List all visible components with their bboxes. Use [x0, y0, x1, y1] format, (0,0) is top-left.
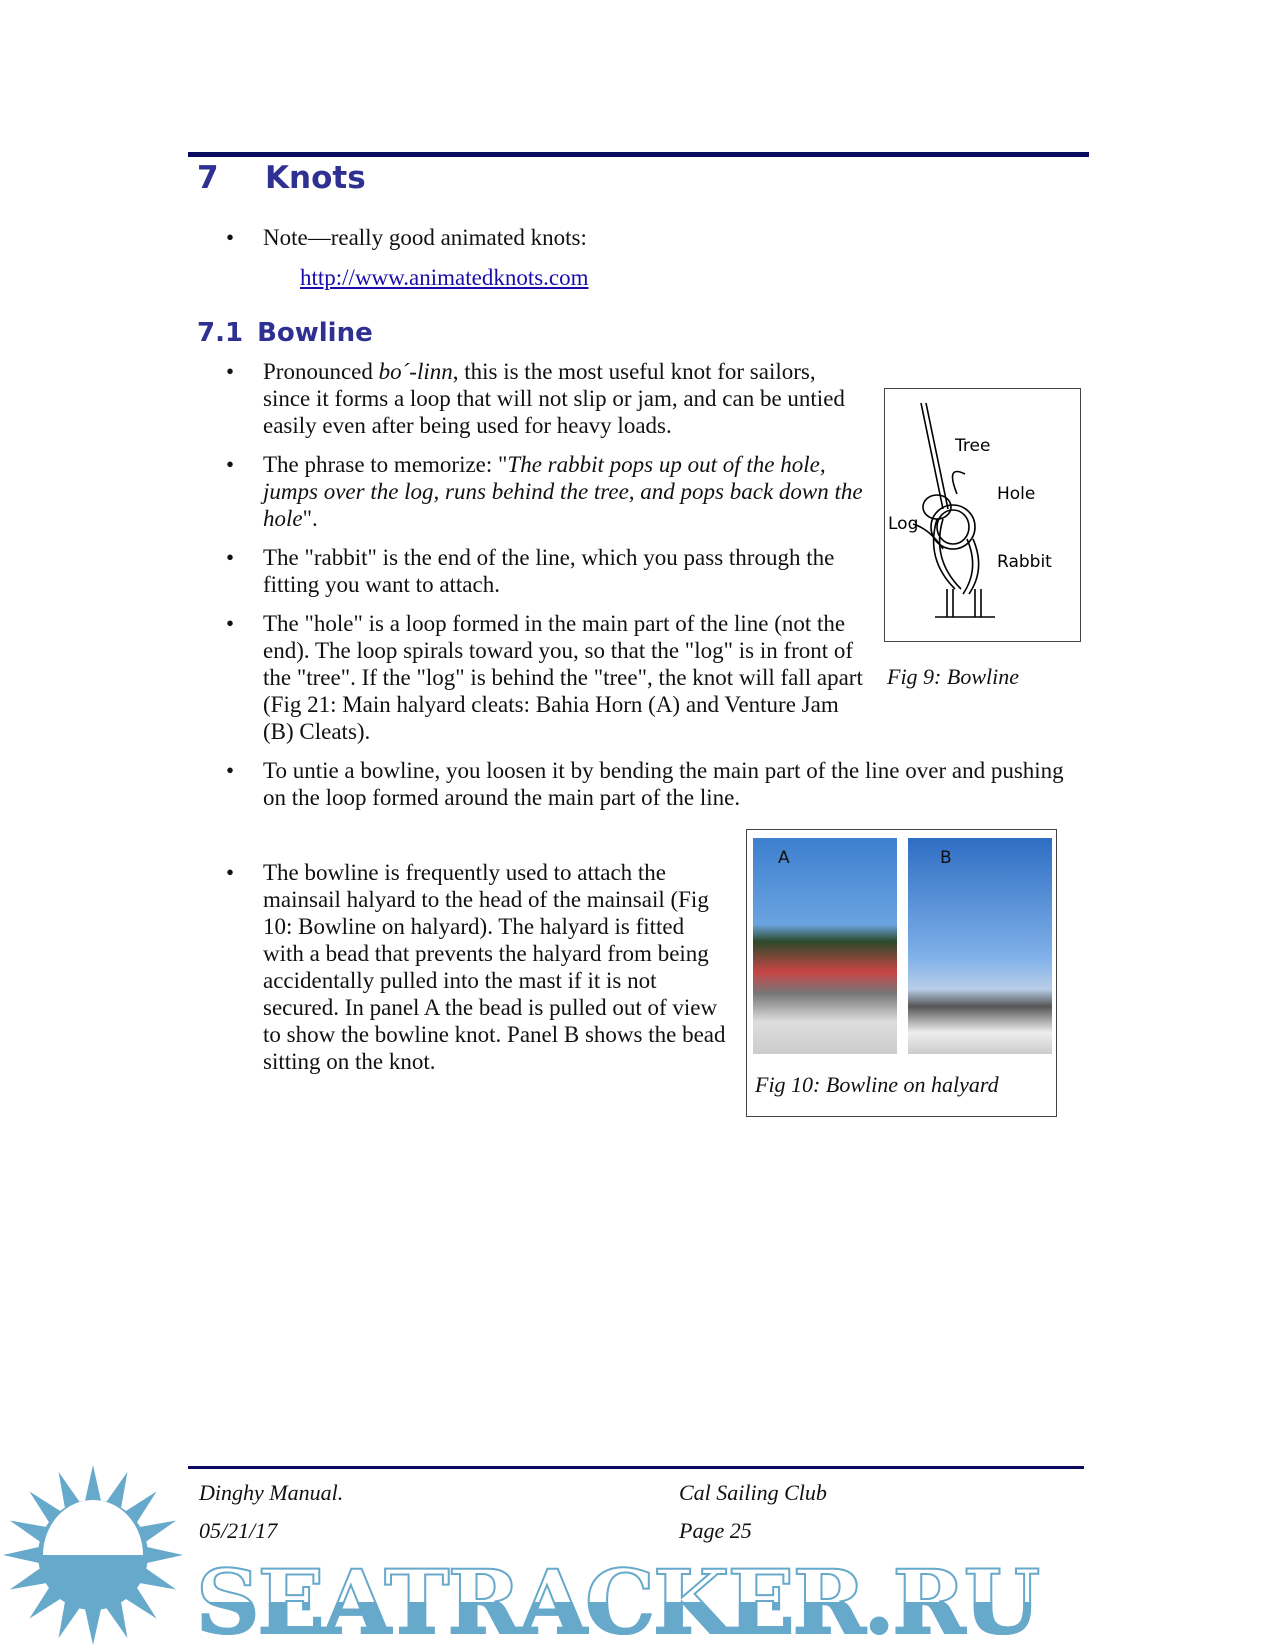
- fig10-caption: Fig 10: Bowline on halyard: [755, 1072, 999, 1097]
- bullet-icon: •: [226, 611, 235, 636]
- bullet-icon: •: [226, 545, 235, 570]
- bullet-icon: •: [226, 860, 235, 885]
- bullet-icon: •: [226, 758, 235, 783]
- watermark-text: SEATRACKER.RU: [196, 1550, 1039, 1650]
- photo-panel-a: [753, 838, 897, 1054]
- section-number: 7: [197, 160, 219, 196]
- subsection-title: Bowline: [257, 318, 373, 348]
- footer-club: Cal Sailing Club: [679, 1480, 827, 1505]
- top-rule: [188, 152, 1089, 157]
- bullet-hole: • The "hole" is a loop formed in the main part of the line (not the end). The loop spirals toward you, so that the "log" is in front of the "tree". If the "log" is behind the "tree", the knot will fall apart (Fig 21: Main halyard cleats: Bahia Horn (A) and Venture Jam (B) Cleats).: [226, 611, 863, 744]
- photo-panel-b: [908, 838, 1052, 1054]
- subsection-number: 7.1: [197, 318, 244, 348]
- bullet-icon: •: [226, 452, 235, 477]
- subsection-heading: [197, 318, 373, 348]
- bullet-icon: •: [226, 359, 235, 384]
- sun-logo-icon: [0, 1460, 190, 1650]
- bullet-pronunciation: • Pronounced bo´-linn, this is the most useful knot for sailors, since it forms a loop that will not slip or jam, and can be untied easily even after being used for heavy loads.: [226, 359, 845, 438]
- label-tree: Tree: [955, 436, 991, 456]
- footer-date: 05/21/17: [199, 1518, 278, 1543]
- bowline-knot-drawing: [885, 389, 1080, 641]
- fig9-caption: Fig 9: Bowline: [887, 664, 1019, 689]
- bullet-icon: •: [226, 225, 235, 250]
- fig9-bowline-diagram: [884, 388, 1081, 642]
- bowline-content: [226, 358, 1096, 1117]
- panel-a-label: A: [778, 848, 790, 868]
- animatedknots-link[interactable]: http://www.animatedknots.com: [300, 265, 589, 290]
- footer-rule: [188, 1466, 1084, 1469]
- footer-page-number: Page 25: [679, 1518, 752, 1543]
- footer-title: Dinghy Manual.: [199, 1480, 344, 1505]
- label-log: Log: [888, 514, 919, 534]
- section-title: Knots: [265, 160, 366, 196]
- label-hole: Hole: [997, 484, 1036, 504]
- fig10-photo-frame: [746, 829, 1057, 1117]
- panel-b-label: B: [940, 848, 952, 868]
- bullet-halyard: • The bowline is frequently used to attach the mainsail halyard to the head of the mainsail (Fig 10: Bowline on halyard). The halyard is fitted with a bead that prevents the halyard from being accidentally pulled into the mast if it is not secured. In panel A the bead is pulled out of view to show the bowline knot. Panel B shows the bead sitting on the knot.: [226, 860, 726, 1074]
- bullet-phrase: • The phrase to memorize: "The rabbit pops up out of the hole, jumps over the log, runs behind the tree, and pops back down the hole".: [226, 452, 863, 531]
- label-rabbit: Rabbit: [997, 552, 1052, 572]
- bullet-rabbit: • The "rabbit" is the end of the line, which you pass through the fitting you want to attach.: [226, 545, 835, 597]
- bullet-untie: • To untie a bowline, you loosen it by bending the main part of the line over and pushing on the loop formed around the main part of the line.: [226, 758, 1064, 810]
- section-heading: [197, 160, 366, 196]
- note-text: Note—really good animated knots:: [263, 225, 587, 250]
